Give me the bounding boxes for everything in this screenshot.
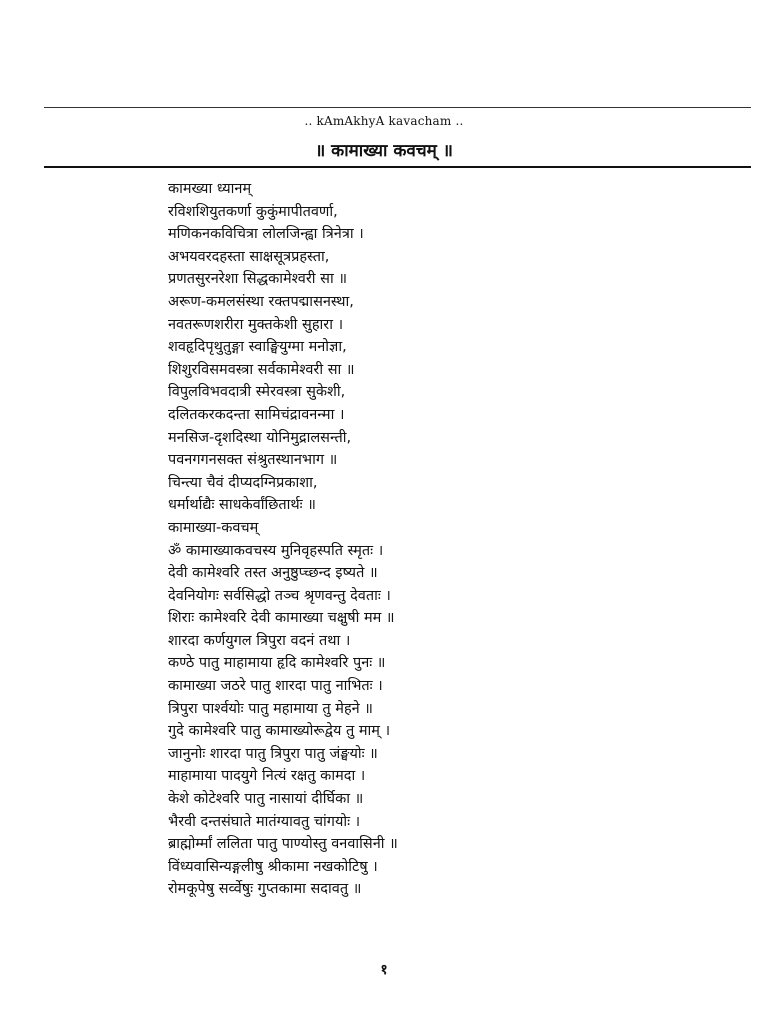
verse-line: शारदा कर्णयुगल त्रिपुरा वदनं तथा । bbox=[168, 632, 351, 649]
verse-text bbox=[168, 178, 728, 901]
verse-line: पवनगगनसक्त संश्रुतस्थानभाग ॥ bbox=[168, 452, 338, 469]
verse-line: ब्राह्मोर्म्मां ललिता पातु पाण्योस्तु वनवासिनी ॥ bbox=[168, 836, 398, 853]
verse-line: माहामाया पादयुगे नित्यं रक्षतु कामदा । bbox=[168, 768, 366, 785]
verse-line: शवहृदिपृथुतुङ्गा स्वाङ्घियुग्मा मनोज्ञा, bbox=[168, 339, 347, 356]
verse-line: ॐ कामाख्याकवचस्य मुनिवृहस्पति स्मृतः । bbox=[168, 542, 384, 559]
verse-line: जानुनोः शारदा पातु त्रिपुरा पातु जंङ्घयोः ॥ bbox=[168, 745, 378, 762]
verse-line: अरूण-कमलसंस्था रक्तपद्मासनस्था, bbox=[168, 293, 354, 310]
verse-line: रविशशियुतकर्णा कुकुंमापीतवर्णा, bbox=[168, 203, 338, 220]
verse-line: प्रणतसुरनरेशा सिद्धकामेश्वरी सा ॥ bbox=[168, 271, 348, 288]
verse-line: रोमकूपेषु सर्व्वेषुः गुप्तकामा सदावतु ॥ bbox=[168, 881, 362, 898]
verse-line: केशे कोटेश्वरि पातु नासायां दीर्घिका ॥ bbox=[168, 791, 364, 808]
verse-line: कामख्या ध्यानम् bbox=[168, 181, 252, 197]
header-top-rule bbox=[44, 107, 751, 108]
verse-line: त्रिपुरा पार्श्वयोः पातु महामाया तु मेहने ॥ bbox=[168, 700, 373, 717]
verse-line: नवतरूणशरीरा मुक्तकेशी सुहारा । bbox=[168, 316, 344, 333]
page-number: १ bbox=[380, 962, 388, 978]
verse-line: कामाख्या-कवचम् bbox=[168, 519, 259, 536]
verse-line: धर्मार्थाद्यैः साधकेर्वांछितार्थः ॥ bbox=[168, 497, 316, 514]
verse-line: देवी कामेश्वरि तस्त अनुष्ठुप्च्छन्द इष्यते ॥ bbox=[168, 565, 378, 582]
header-bottom-rule bbox=[44, 166, 751, 168]
verse-line: विपुलविभवदात्री स्मेरवस्त्रा सुकेशी, bbox=[168, 384, 346, 401]
verse-line: मणिकनकविचित्रा लोलजिन्ह्वा त्रिनेत्रा । bbox=[168, 226, 364, 243]
verse-line: शिराः कामेश्वरि देवी कामाख्या चक्षुषी मम ॥ bbox=[168, 610, 395, 627]
verse-line: अभयवरदहस्ता साक्षसूत्रप्रहस्ता, bbox=[168, 248, 330, 265]
verse-line: देवनियोगः सर्वसिद्धो तञ्च श्रृणवन्तु देवताः । bbox=[168, 587, 391, 604]
verse-line: कामाख्या जठरे पातु शारदा पातु नाभितः । bbox=[168, 678, 383, 695]
verse-line: चिन्त्या चैवं दीप्यदग्निप्रकाशा, bbox=[168, 474, 318, 491]
verse-line: दलितकरकदन्ता सामिचंद्रावनन्मा । bbox=[168, 406, 345, 423]
page-title: ॥ कामाख्या कवचम् ॥ bbox=[315, 141, 453, 161]
verse-line: कण्ठे पातु माहामाया हृदि कामेश्वरि पुनः ॥ bbox=[168, 655, 386, 672]
verse-line: विंध्यवासिन्यङ्गलीषु श्रीकामा नखकोटिषु । bbox=[168, 858, 378, 875]
verse-line: गुदे कामेश्वरि पातु कामाख्योरूद्वेय तु माम् । bbox=[168, 723, 391, 740]
transliterated-title: .. kAmAkhyA kavacham .. bbox=[304, 114, 464, 128]
verse-line: मनसिज-दृशदिस्था योनिमुद्रालसन्ती, bbox=[168, 429, 352, 446]
verse-line: शिशुरविसमवस्त्रा सर्वकामेश्वरी सा ॥ bbox=[168, 361, 355, 378]
verse-line: भैरवी दन्तसंघाते मातंग्यावतु चांगयोः । bbox=[168, 813, 361, 830]
